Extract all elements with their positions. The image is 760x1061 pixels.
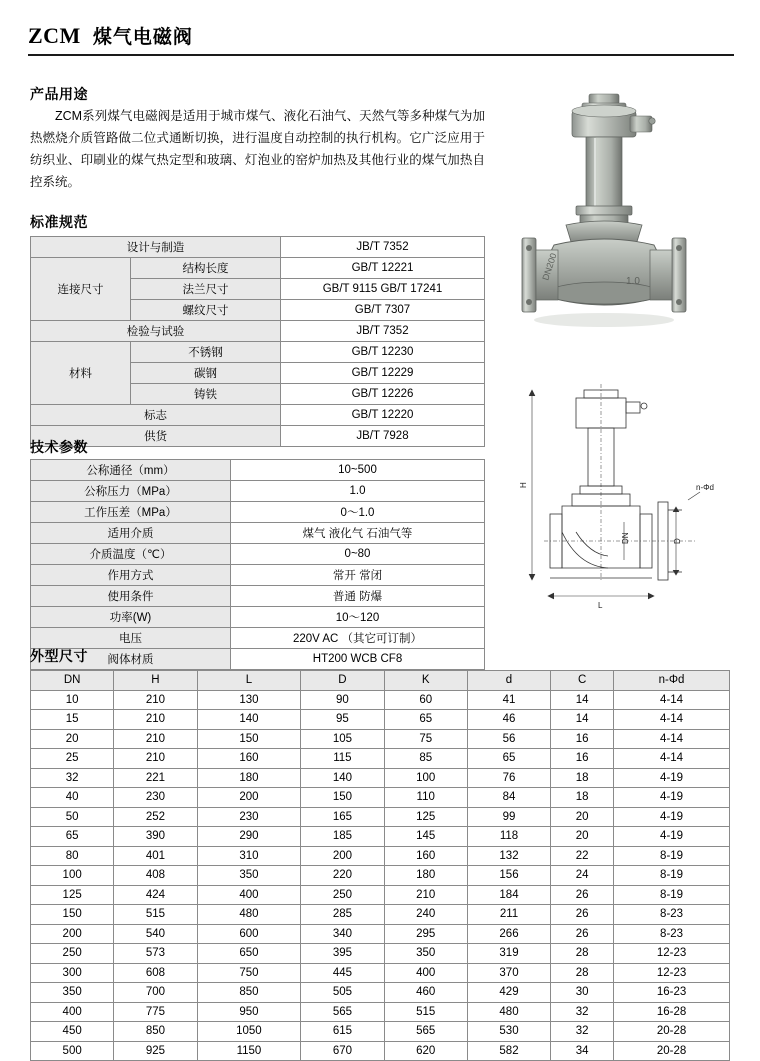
- svg-text:DN200: DN200: [540, 251, 559, 282]
- cell-value: 620: [384, 1041, 467, 1061]
- table-row: [31, 905, 730, 925]
- cell-value: 0～1.0: [231, 502, 485, 523]
- cell-value: 160: [384, 846, 467, 866]
- usage-paragraph: ZCM系列煤气电磁阀是适用于城市煤气、液化石油气、天然气等多种煤气为加热燃烧介质管路做二位式通断切换，进行温度自动控制的执行机构。它广泛应用于纺织业、印刷业的煤气热定型和玻璃、灯泡业的窑炉加热及其他行业的煤气加热自控系统。: [30, 109, 485, 189]
- cell-value: 1050: [197, 1022, 301, 1042]
- cell-value: 220V AC （其它可订制）: [231, 628, 485, 649]
- cell-value: 350: [197, 866, 301, 886]
- cell-value: 480: [197, 905, 301, 925]
- table-row: [31, 749, 730, 769]
- cell-value: GB/T 9115 GB/T 17241: [281, 279, 485, 300]
- cell-value: 515: [114, 905, 197, 925]
- column-header: D: [301, 671, 384, 691]
- cell-value: 240: [384, 905, 467, 925]
- cell-value: 850: [114, 1022, 197, 1042]
- cell-label: 电压: [31, 628, 231, 649]
- table-row: [31, 523, 485, 544]
- cell-value: 140: [301, 768, 384, 788]
- cell-value: 125: [31, 885, 114, 905]
- svg-text:DN: DN: [621, 532, 630, 544]
- cell-value: 12-23: [614, 944, 730, 964]
- cell-value: 850: [197, 983, 301, 1003]
- column-header: H: [114, 671, 197, 691]
- cell-value: 76: [467, 768, 550, 788]
- svg-text:H: H: [519, 482, 528, 488]
- cell-group: 材料: [31, 342, 131, 405]
- cell-value: 65: [384, 710, 467, 730]
- cell-value: 4-14: [614, 690, 730, 710]
- table-row: [31, 944, 730, 964]
- cell-value: 530: [467, 1022, 550, 1042]
- dimensions-table-wrapper: [30, 670, 730, 1061]
- cell-value: 230: [197, 807, 301, 827]
- cell-value: 16: [551, 749, 614, 769]
- standards-table-wrapper: [30, 236, 485, 447]
- cell-value: 8-23: [614, 924, 730, 944]
- tech-table-wrapper: [30, 459, 485, 670]
- cell-value: 8-19: [614, 866, 730, 886]
- cell-value: 4-14: [614, 749, 730, 769]
- cell-value: 132: [467, 846, 550, 866]
- cell-value: 565: [301, 1002, 384, 1022]
- cell-label: 标志: [31, 405, 281, 426]
- cell-value: 185: [301, 827, 384, 847]
- cell-value: 252: [114, 807, 197, 827]
- cell-value: 211: [467, 905, 550, 925]
- cell-label: 设计与制造: [31, 237, 281, 258]
- cell-value: 515: [384, 1002, 467, 1022]
- cell-label: 碳钢: [131, 363, 281, 384]
- cell-value: 408: [114, 866, 197, 886]
- cell-value: 200: [31, 924, 114, 944]
- cell-value: 50: [31, 807, 114, 827]
- cell-value: GB/T 12221: [281, 258, 485, 279]
- cell-value: 12-23: [614, 963, 730, 983]
- cell-label: 阀体材质: [31, 649, 231, 670]
- column-header: C: [551, 671, 614, 691]
- cell-value: 480: [467, 1002, 550, 1022]
- cell-value: 15: [31, 710, 114, 730]
- cell-label: 结构长度: [131, 258, 281, 279]
- valve-photograph: [496, 88, 736, 368]
- cell-value: 925: [114, 1041, 197, 1061]
- cell-value: 0~80: [231, 544, 485, 565]
- cell-value: 285: [301, 905, 384, 925]
- table-row: [31, 426, 485, 447]
- cell-value: 20-28: [614, 1041, 730, 1061]
- cell-value: 65: [31, 827, 114, 847]
- cell-value: 32: [551, 1022, 614, 1042]
- cell-value: 26: [551, 885, 614, 905]
- cell-value: JB/T 7352: [281, 321, 485, 342]
- cell-value: 32: [31, 768, 114, 788]
- cell-value: 400: [197, 885, 301, 905]
- cell-value: 750: [197, 963, 301, 983]
- cell-label: 螺纹尺寸: [131, 300, 281, 321]
- svg-text:D: D: [673, 538, 682, 544]
- cell-value: 常开 常闭: [231, 565, 485, 586]
- table-row: [31, 321, 485, 342]
- cell-label: 公称通径（mm）: [31, 460, 231, 481]
- cell-value: 1150: [197, 1041, 301, 1061]
- cell-label: 介质温度（℃）: [31, 544, 231, 565]
- table-row: [31, 729, 730, 749]
- column-header: d: [467, 671, 550, 691]
- cell-label: 供货: [31, 426, 281, 447]
- cell-value: 99: [467, 807, 550, 827]
- cell-group: 连接尺寸: [31, 258, 131, 321]
- cell-value: 80: [31, 846, 114, 866]
- table-row: [31, 405, 485, 426]
- cell-value: 615: [301, 1022, 384, 1042]
- cell-value: 290: [197, 827, 301, 847]
- cell-value: GB/T 7307: [281, 300, 485, 321]
- section-heading-dimensions: 外型尺寸: [30, 648, 88, 664]
- column-header: K: [384, 671, 467, 691]
- cell-value: 普通 防爆: [231, 586, 485, 607]
- cell-value: 34: [551, 1041, 614, 1061]
- table-row: [31, 481, 485, 502]
- cell-value: 390: [114, 827, 197, 847]
- cell-label: 铸铁: [131, 384, 281, 405]
- cell-value: 400: [384, 963, 467, 983]
- cell-value: 582: [467, 1041, 550, 1061]
- cell-value: 8-19: [614, 846, 730, 866]
- cell-value: 8-23: [614, 905, 730, 925]
- cell-value: 221: [114, 768, 197, 788]
- cell-value: 41: [467, 690, 550, 710]
- cell-value: 540: [114, 924, 197, 944]
- cell-value: 4-19: [614, 827, 730, 847]
- tech-table: [30, 459, 485, 670]
- cell-value: 200: [301, 846, 384, 866]
- cell-value: 220: [301, 866, 384, 886]
- cell-value: 4-14: [614, 729, 730, 749]
- cell-value: 130: [197, 690, 301, 710]
- table-row: [31, 237, 485, 258]
- cell-label: 公称压力（MPa）: [31, 481, 231, 502]
- cell-value: 400: [31, 1002, 114, 1022]
- cell-value: 115: [301, 749, 384, 769]
- cell-value: 319: [467, 944, 550, 964]
- cell-value: 600: [197, 924, 301, 944]
- table-row: [31, 258, 485, 279]
- table-row: [31, 768, 730, 788]
- cell-value: 200: [197, 788, 301, 808]
- cell-value: 46: [467, 710, 550, 730]
- table-row: [31, 690, 730, 710]
- cell-value: JB/T 7928: [281, 426, 485, 447]
- cell-value: 500: [31, 1041, 114, 1061]
- cell-value: 670: [301, 1041, 384, 1061]
- cell-value: 26: [551, 924, 614, 944]
- valve-dimension-drawing: [500, 382, 736, 632]
- cell-value: 10～120: [231, 607, 485, 628]
- cell-value: 20: [551, 807, 614, 827]
- cell-value: 295: [384, 924, 467, 944]
- cell-value: 20: [551, 827, 614, 847]
- cell-value: GB/T 12230: [281, 342, 485, 363]
- cell-label: 适用介质: [31, 523, 231, 544]
- cell-value: 22: [551, 846, 614, 866]
- table-row: [31, 963, 730, 983]
- column-header: L: [197, 671, 301, 691]
- cell-value: 156: [467, 866, 550, 886]
- cell-value: 429: [467, 983, 550, 1003]
- table-row: [31, 502, 485, 523]
- cell-value: 340: [301, 924, 384, 944]
- cell-value: 14: [551, 690, 614, 710]
- svg-text:L: L: [598, 601, 603, 610]
- cell-value: 20-28: [614, 1022, 730, 1042]
- table-row: [31, 565, 485, 586]
- cell-value: 118: [467, 827, 550, 847]
- cell-value: 40: [31, 788, 114, 808]
- cell-value: JB/T 7352: [281, 237, 485, 258]
- table-row: [31, 586, 485, 607]
- cell-label: 法兰尺寸: [131, 279, 281, 300]
- cell-value: 450: [31, 1022, 114, 1042]
- cell-value: 26: [551, 905, 614, 925]
- cell-value: 4-14: [614, 710, 730, 730]
- cell-value: 210: [114, 710, 197, 730]
- cell-value: 140: [197, 710, 301, 730]
- cell-value: 565: [384, 1022, 467, 1042]
- cell-label: 不锈钢: [131, 342, 281, 363]
- cell-value: 350: [31, 983, 114, 1003]
- cell-value: 165: [301, 807, 384, 827]
- cell-value: 25: [31, 749, 114, 769]
- table-row: [31, 788, 730, 808]
- cell-value: 10: [31, 690, 114, 710]
- section-heading-standard: 标准规范: [30, 214, 88, 230]
- cell-value: 100: [384, 768, 467, 788]
- cell-value: 160: [197, 749, 301, 769]
- cell-value: 32: [551, 1002, 614, 1022]
- column-header: n-Φd: [614, 671, 730, 691]
- cell-value: 300: [31, 963, 114, 983]
- svg-text:1.0: 1.0: [626, 276, 640, 287]
- cell-value: 266: [467, 924, 550, 944]
- table-row: [31, 1002, 730, 1022]
- cell-label: 作用方式: [31, 565, 231, 586]
- table-row: [31, 885, 730, 905]
- table-row: [31, 866, 730, 886]
- cell-value: 250: [301, 885, 384, 905]
- cell-value: 4-19: [614, 768, 730, 788]
- cell-value: 460: [384, 983, 467, 1003]
- cell-value: GB/T 12226: [281, 384, 485, 405]
- cell-value: 210: [384, 885, 467, 905]
- cell-value: 65: [467, 749, 550, 769]
- cell-value: 90: [301, 690, 384, 710]
- cell-value: 14: [551, 710, 614, 730]
- table-row: [31, 1041, 730, 1061]
- cell-value: 28: [551, 963, 614, 983]
- cell-value: 650: [197, 944, 301, 964]
- cell-value: 775: [114, 1002, 197, 1022]
- cell-value: 210: [114, 749, 197, 769]
- cell-value: 100: [31, 866, 114, 886]
- cell-value: 4-19: [614, 788, 730, 808]
- cell-value: 110: [384, 788, 467, 808]
- section-heading-tech: 技术参数: [30, 439, 88, 455]
- cell-value: GB/T 12229: [281, 363, 485, 384]
- cell-value: 950: [197, 1002, 301, 1022]
- cell-value: 180: [384, 866, 467, 886]
- cell-label: 使用条件: [31, 586, 231, 607]
- table-row: [31, 924, 730, 944]
- brand-code: ZCM: [28, 23, 81, 48]
- cell-value: 150: [197, 729, 301, 749]
- cell-value: 16: [551, 729, 614, 749]
- cell-value: 16-23: [614, 983, 730, 1003]
- cell-value: 145: [384, 827, 467, 847]
- cell-value: 184: [467, 885, 550, 905]
- table-row: [31, 649, 485, 670]
- cell-value: 424: [114, 885, 197, 905]
- cell-value: 8-19: [614, 885, 730, 905]
- cell-value: 250: [31, 944, 114, 964]
- cell-value: 煤气 液化气 石油气等: [231, 523, 485, 544]
- cell-value: 10~500: [231, 460, 485, 481]
- table-row: [31, 607, 485, 628]
- table-row: [31, 827, 730, 847]
- cell-value: 210: [114, 690, 197, 710]
- cell-label: 功率(W): [31, 607, 231, 628]
- cell-value: 56: [467, 729, 550, 749]
- cell-label: 检验与试验: [31, 321, 281, 342]
- cell-value: 150: [301, 788, 384, 808]
- table-row: [31, 460, 485, 481]
- cell-value: 28: [551, 944, 614, 964]
- section-heading-usage: 产品用途: [30, 86, 88, 102]
- table-row: [31, 807, 730, 827]
- cell-value: 95: [301, 710, 384, 730]
- dimensions-table: [30, 670, 730, 1061]
- cell-value: 125: [384, 807, 467, 827]
- cell-value: 85: [384, 749, 467, 769]
- cell-value: 20: [31, 729, 114, 749]
- table-row: [31, 544, 485, 565]
- cell-value: 84: [467, 788, 550, 808]
- cell-value: 573: [114, 944, 197, 964]
- cell-value: 60: [384, 690, 467, 710]
- cell-value: 180: [197, 768, 301, 788]
- table-row: [31, 342, 485, 363]
- cell-label: 工作压差（MPa）: [31, 502, 231, 523]
- cell-value: 75: [384, 729, 467, 749]
- cell-value: 608: [114, 963, 197, 983]
- table-header-row: [31, 671, 730, 691]
- column-header: DN: [31, 671, 114, 691]
- cell-value: 310: [197, 846, 301, 866]
- cell-value: 105: [301, 729, 384, 749]
- cell-value: 16-28: [614, 1002, 730, 1022]
- cell-value: 30: [551, 983, 614, 1003]
- table-row: [31, 628, 485, 649]
- cell-value: 210: [114, 729, 197, 749]
- table-row: [31, 983, 730, 1003]
- cell-value: 350: [384, 944, 467, 964]
- standards-table: [30, 236, 485, 447]
- cell-value: 24: [551, 866, 614, 886]
- svg-text:n-Φd: n-Φd: [696, 483, 714, 492]
- table-row: [31, 846, 730, 866]
- cell-value: 370: [467, 963, 550, 983]
- table-row: [31, 1022, 730, 1042]
- cell-value: 401: [114, 846, 197, 866]
- cell-value: 150: [31, 905, 114, 925]
- cell-value: 18: [551, 768, 614, 788]
- cell-value: 700: [114, 983, 197, 1003]
- page-header: [28, 22, 734, 56]
- cell-value: 230: [114, 788, 197, 808]
- page-title: 煤气电磁阀: [92, 27, 193, 48]
- cell-value: 4-19: [614, 807, 730, 827]
- cell-value: 395: [301, 944, 384, 964]
- cell-value: 1.0: [231, 481, 485, 502]
- cell-value: 505: [301, 983, 384, 1003]
- cell-value: 18: [551, 788, 614, 808]
- cell-value: GB/T 12220: [281, 405, 485, 426]
- cell-value: HT200 WCB CF8: [231, 649, 485, 670]
- cell-value: 445: [301, 963, 384, 983]
- table-row: [31, 710, 730, 730]
